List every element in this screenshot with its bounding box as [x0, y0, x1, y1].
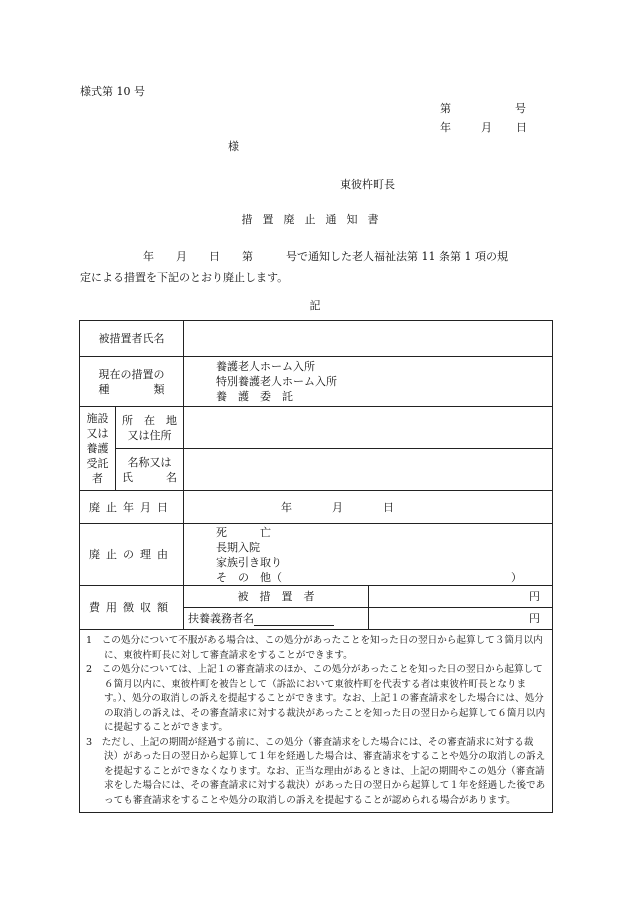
form-number: 様式第 10 号 [80, 85, 145, 98]
current-measure-label-2: 種 類 [98, 382, 165, 396]
location-label: 所 在 地 又は住所 [116, 407, 184, 449]
measure-option: 特別養護老人ホーム入所 [216, 375, 337, 388]
measure-options [184, 357, 553, 407]
current-measure-label-1: 現在の措置の [98, 367, 165, 381]
ki-heading: 記 [309, 299, 321, 312]
reason-option: 長期入院 [216, 540, 260, 554]
doc-date-year: 年 [440, 121, 451, 134]
facility-name-label: 名称又は 氏 名 [116, 449, 184, 491]
doc-number-prefix: 第 [440, 102, 451, 115]
reason-option: 家族引き取り [216, 555, 282, 569]
body-line-2: 定による措置を下記のとおり廃止します。 [80, 271, 289, 284]
measure-option: 養護老人ホーム入所 [216, 360, 315, 373]
fee-row-unit: 円 [369, 586, 553, 608]
addressee: 様 [228, 140, 239, 153]
guardian-name-underline [254, 613, 334, 626]
reason-options [184, 524, 553, 586]
abolish-date-label: 廃止年月日 [80, 491, 184, 524]
fee-row-unit: 円 [369, 608, 553, 630]
fee-row-label: 被 措 置 者 [184, 586, 369, 608]
measure-option: 養 護 委 託 [216, 390, 293, 403]
issuer: 東彼杵町長 [340, 178, 395, 191]
fee-row-label: 扶養義務者名 [184, 608, 369, 630]
location-value [184, 407, 553, 449]
notes [80, 630, 553, 813]
abolish-date-value: 年 月 日 [184, 491, 553, 524]
doc-date-day: 日 [516, 121, 527, 134]
facility-name-value [184, 449, 553, 491]
current-measure-label [80, 357, 184, 407]
body-text [80, 246, 555, 288]
reason-option-other: そ の 他（ ） [216, 570, 522, 584]
document-title: 措置廃止通知書 [241, 213, 389, 226]
name-label: 被措置者氏名 [80, 321, 184, 357]
reason-label: 廃止の理由 [80, 524, 184, 586]
body-line-1: 年 月 日 第 号で通知した老人福祉法第 11 条第 1 項の規 [143, 250, 508, 263]
reason-option: 死 亡 [216, 525, 271, 539]
note-item: 1 この処分について不服がある場合は、この処分があったことを知った日の翌日から起算して３箇月以内に、東彼杵町長に対して審査請求をすることができます。 [86, 635, 543, 661]
note-item: 2 この処分については、上記１の審査請求のほか、この処分があったことを知った日の翌日から起算して６箇月以内に、東彼杵町を被告として（訴訟において東彼杵町を代表する者は東彼杵町長となります。）、処分の取消しの訴えを提起することができます。なお、上記１の審査請求をした場合には、処分の取消しの訴えは、その審査請求に対する裁決があったことを知った日の翌日から起算して６箇月以内に提起することができます。 [86, 664, 546, 733]
name-value [184, 321, 553, 357]
notice-table [79, 320, 553, 813]
fee-label: 費用徴収額 [80, 586, 184, 630]
note-item: 3 ただし、上記の期間が経過する前に、この処分（審査請求をした場合には、その審査請求に対する裁決）があった日の翌日から起算して１年を経過した場合は、審査請求をすることや処分の取消しの訴えを提起することができなくなります。なお、正当な理由があるときは、上記の期間やこの処分（審査請求をした場合には、その審査請求に対する裁決）があった日の翌日から起算して１年を経過した後であっても審査請求をすることや処分の取消しの訴えを提起することが認められる場合があります。 [86, 736, 546, 806]
facility-label: 施設 又は 養護 受託 者 [80, 407, 116, 491]
doc-number-suffix: 号 [515, 102, 526, 115]
doc-date-month: 月 [481, 121, 492, 134]
